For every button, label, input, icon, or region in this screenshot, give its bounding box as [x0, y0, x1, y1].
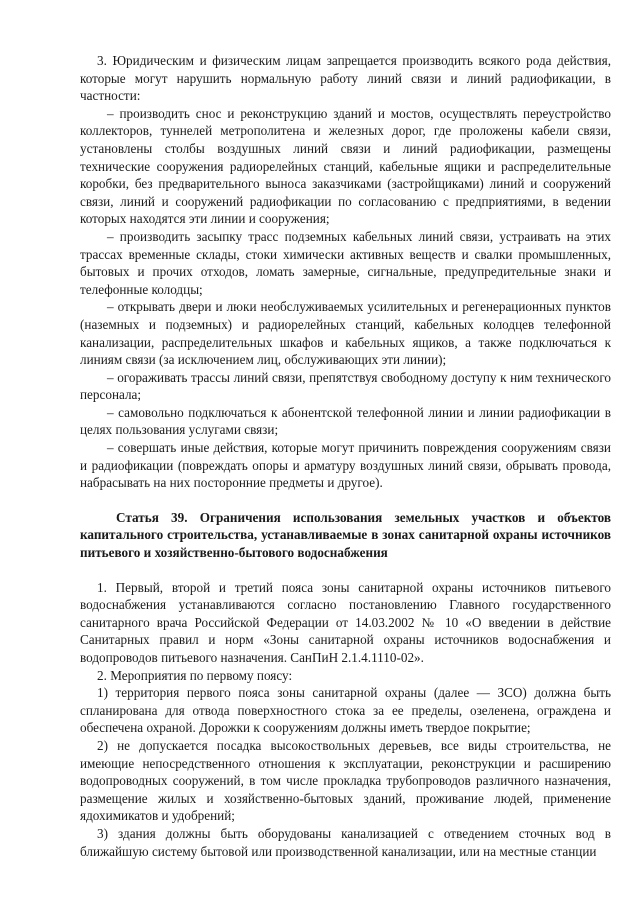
paragraph-first-belt: 2. Мероприятия по первому поясу:	[97, 667, 293, 683]
paragraph-belts: 1. Первый, второй и третий пояса зоны санитарной охраны источников питьевого водоснабжения устанавливаются согласно постановлению Главного государственного санитарного врача Российской Федерации от 14.03.2002 № 10 «О введении в действие Санитарных правил и норм «Зоны санитарной охраны источников водоснабжения и водопроводов питьевого назначения. СанПиН 2.1.4.1110-02».	[80, 579, 611, 665]
list-item-territory: 1) территория первого пояса зоны санитарной охраны (далее — ЗСО) должна быть спланирована для отвода поверхностного стока за ее пределы, озеленена, ограждена и обеспечена охраной. Дорожки к сооружениям должны иметь твердое покрытие;	[80, 685, 611, 736]
list-item-open-doors: – открывать двери и люки необслуживаемых усилительных и регенерационных пунктов (наземных и подземных) и радиорелейных станций, кабельных колодцев телефонной канализации, распределительных шкафов и кабельных ящиков, а также подключаться к линиям связи (за исключением лиц, обслуживающих эти линии);	[80, 299, 611, 368]
list-item-prohibitions: 2) не допускается посадка высокоствольных деревьев, все виды строительства, не имеющие непосредственного отношения к эксплуатации, реконструкции и расширению водопроводных сооружений, в том числе прокладка трубопроводов различного назначения, размещение жилых и хозяйственно-бытовых зданий, проживание людей, применение ядохимикатов и удобрений;	[80, 737, 611, 824]
list-item-other-actions: – совершать иные действия, которые могут причинить повреждения сооружениям связи и радиофикации (повреждать опоры и арматуру воздушных линий связи, обрывать провода, набрасывать на них посторонние предметы и другое).	[80, 440, 611, 491]
list-item-backfill: – производить засыпку трасс подземных кабельных линий связи, устраивать на этих трассах временные склады, стоки химически активных веществ и свалки промышленных, бытовых и прочих отходов, ломать замерные, сигнальные, предупредительные знаки и телефонные колодцы;	[80, 228, 611, 297]
list-item-fencing: – огораживать трассы линий связи, препятствуя свободному доступу к ним технического персонала;	[80, 369, 611, 403]
list-item-demolition: – производить снос и реконструкцию зданий и мостов, осуществлять переустройство коллекторов, туннелей метрополитена и железных дорог, где проложены кабели связи, установлены столбы воздушных линий связи и линий радиофикации, размещены технические сооружения радиорелейных станций, кабельные ящики и распределительные коробки, без предварительного выноса заказчиками (застройщиками) линий и сооружений связи, линий и сооружений радиофикации по согласованию с предприятиями, в ведении которых находятся эти линии и сооружения;	[80, 105, 611, 227]
list-item-buildings: 3) здания должны быть оборудованы канализацией с отведением сточных вод в ближайшую систему бытовой или производственной канализации, или на местные станции	[80, 825, 611, 859]
paragraph-clause-3: 3. Юридическим и физическим лицам запрещается производить всякого рода действия, которые могут нарушить нормальную работу линий связи и линий радиофикации, в частности:	[80, 53, 611, 104]
list-item-connect: – самовольно подключаться к абонентской телефонной линии и линии радиофикации в целях пользования услугами связи;	[80, 404, 611, 438]
article-39-heading: Статья 39. Ограничения использования земельных участков и объектов капитального строительства, устанавливаемые в зонах санитарной охраны источников питьевого и хозяйственно-бытового водоснабжения	[80, 509, 611, 561]
